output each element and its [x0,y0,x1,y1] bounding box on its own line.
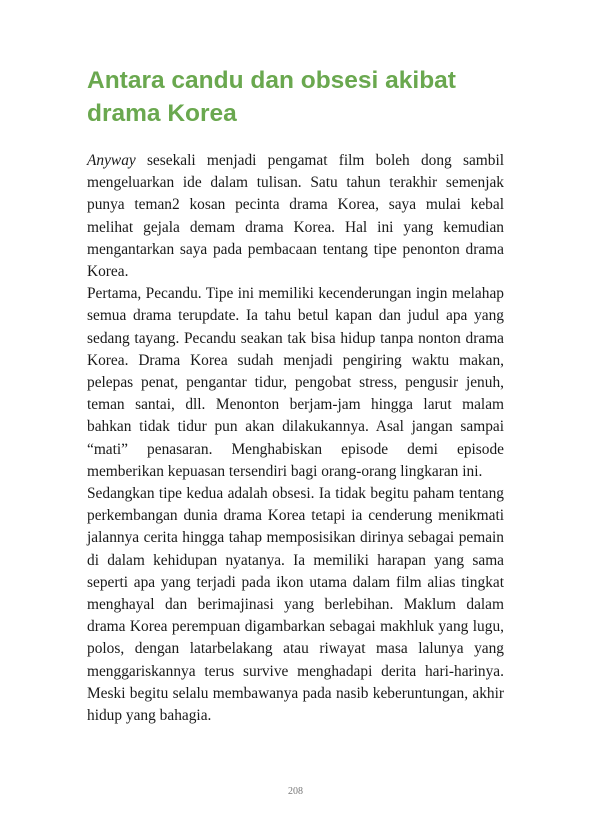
paragraph-2: Pertama, Pecandu. Tipe ini memiliki kecenderungan ingin melahap semua drama terupdate. Ia tahu betul kapan dan judul apa yang sedang tayang. Pecandu seakan tak bisa hidup tanpa nonton drama Korea. Drama Korea sudah menjadi pengiring waktu makan, pelepas penat, pengantar tidur, pengobat stress, pengusir jenuh, teman santai, dll. Menonton berjam-jam hingga larut malam bahkan tidak tidur pun akan dilakukannya. Asal jangan sampai “mati” penasaran. Menghabiskan episode demi episode memberikan kepuasan tersendiri bagi orang-orang lingkaran ini. [87,285,504,480]
article-title: Antara candu dan obsesi akibat drama Korea [87,67,456,127]
paragraph-3: Sedangkan tipe kedua adalah obsesi. Ia tidak begitu paham tentang perkembangan dunia drama Korea tetapi ia cenderung menikmati jalannya cerita hingga tahap memposisikan dirinya sebagai pemain di dalam kehidupan nyatanya. Ia memiliki harapan yang sama seperti apa yang terjadi pada ikon utama dalam film alias tingkat menghayal dan berimajinasi yang berlebihan. Maklum dalam drama Korea perempuan digambarkan sebagai makhluk yang lugu, polos, dengan latarbelakang atau riwayat masa lalunya yang menggariskannya terus survive menghadapi derita hari-harinya. Meski begitu selalu membawanya pada nasib keberuntungan, akhir hidup yang bahagia. [87,485,504,725]
paragraph-1-text: sesekali menjadi pengamat film boleh dong sambil mengeluarkan ide dalam tulisan. Satu tahun terakhir semenjak punya teman2 kosan pecinta drama Korea, saya mulai kebal melihat gejala demam drama Korea. Hal ini yang kemudian mengantarkan saya pada pembacaan tentang tipe penonton drama Korea. [87,152,504,281]
article-body [87,150,504,727]
page-number: 208 [288,786,303,797]
paragraph-1-lead: Anyway [87,152,136,169]
paragraph-1 [87,150,504,283]
